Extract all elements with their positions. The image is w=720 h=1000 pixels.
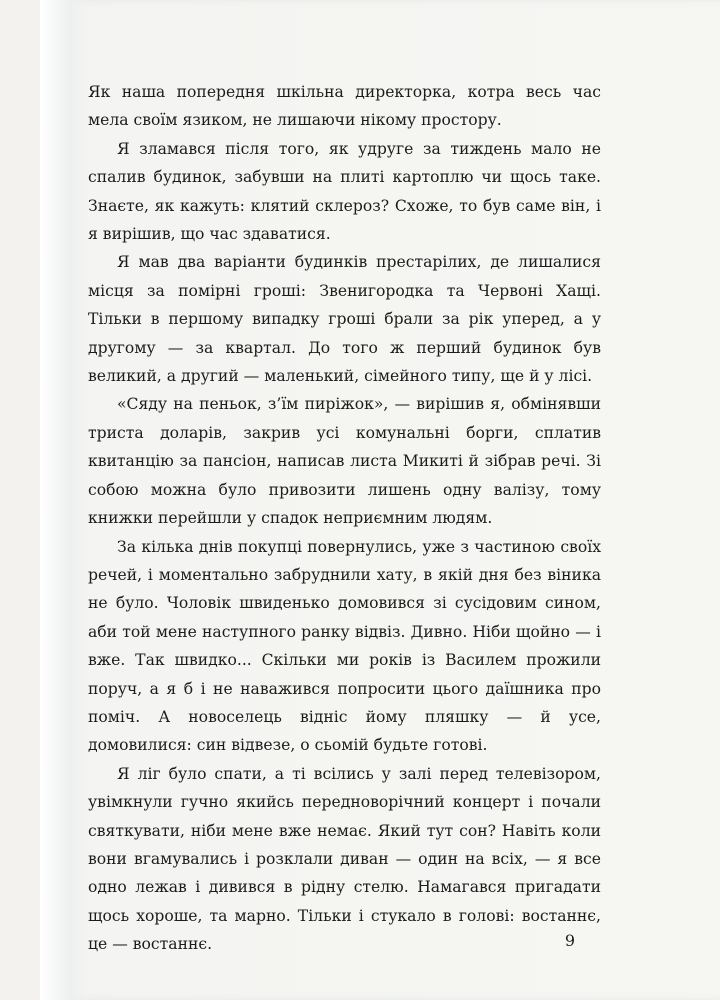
page-body-text	[88, 78, 601, 959]
paragraph-3: Я мав два варіанти будинків престарілих, де лишалися місця за помірні гроші: Звенигородка та Червоні Хащі. Тільки в першому випадку гроші брали за рік уперед, а у другому — за квартал. До того ж перший будинок був великий, а другий — маленький, сімейного типу, ще й у лісі.	[88, 253, 601, 386]
page-number: 9	[564, 931, 576, 950]
paragraph-4: «Сяду на пеньок, з’їм пиріжок», — вирішив я, обмінявши триста доларів, закрив усі комунальні борги, сплатив квитанцію за пансіон, написав листа Микиті й зібрав речі. Зі собою можна було привозити лишень одну валізу, тому книжки перейшли у спадок неприємним людям.	[88, 395, 601, 528]
paragraph-1: Як наша попередня шкільна директорка, котра весь час мела своїм язиком, не лишаючи нікому простору.	[88, 83, 601, 130]
paragraph-2: Я зламався після того, як удруге за тиждень мало не спалив будинок, забувши на плиті картоплю чи щось таке. Знаєте, як кажуть: клятий склероз? Схоже, то був саме він, і я вирішив, що час здаватися.	[88, 139, 601, 244]
paragraph-6: Я ліг було спати, а ті всілись у залі перед телевізором, увімкнули гучно якийсь передноворічний концерт і почали святкувати, ніби мене вже немає. Який тут сон? Навіть коли вони вгамувались і розклали диван — один на всіх, — я все одно лежав і дивився в рідну стелю. Намагався пригадати щось хороше, та марно. Тільки і стукало в голові: востаннє, це — востаннє.	[88, 764, 601, 954]
paragraph-5: За кілька днів покупці повернулись, уже з частиною своїх речей, і моментально забруднили хату, в якій дня без віника не було. Чоловік швиденько домовився зі сусідовим сином, аби той мене наступного ранку відвіз. Дивно. Ніби щойно — і вже. Так швидко... Скільки ми років із Василем прожили поруч, а я б і не наважився попросити цього даїшника про поміч. А новоселець відніс йому пляшку — й усе, домовилися: син відвезе, о сьомій будьте готові.	[88, 537, 601, 755]
page-spine-shadow	[40, 0, 88, 1000]
